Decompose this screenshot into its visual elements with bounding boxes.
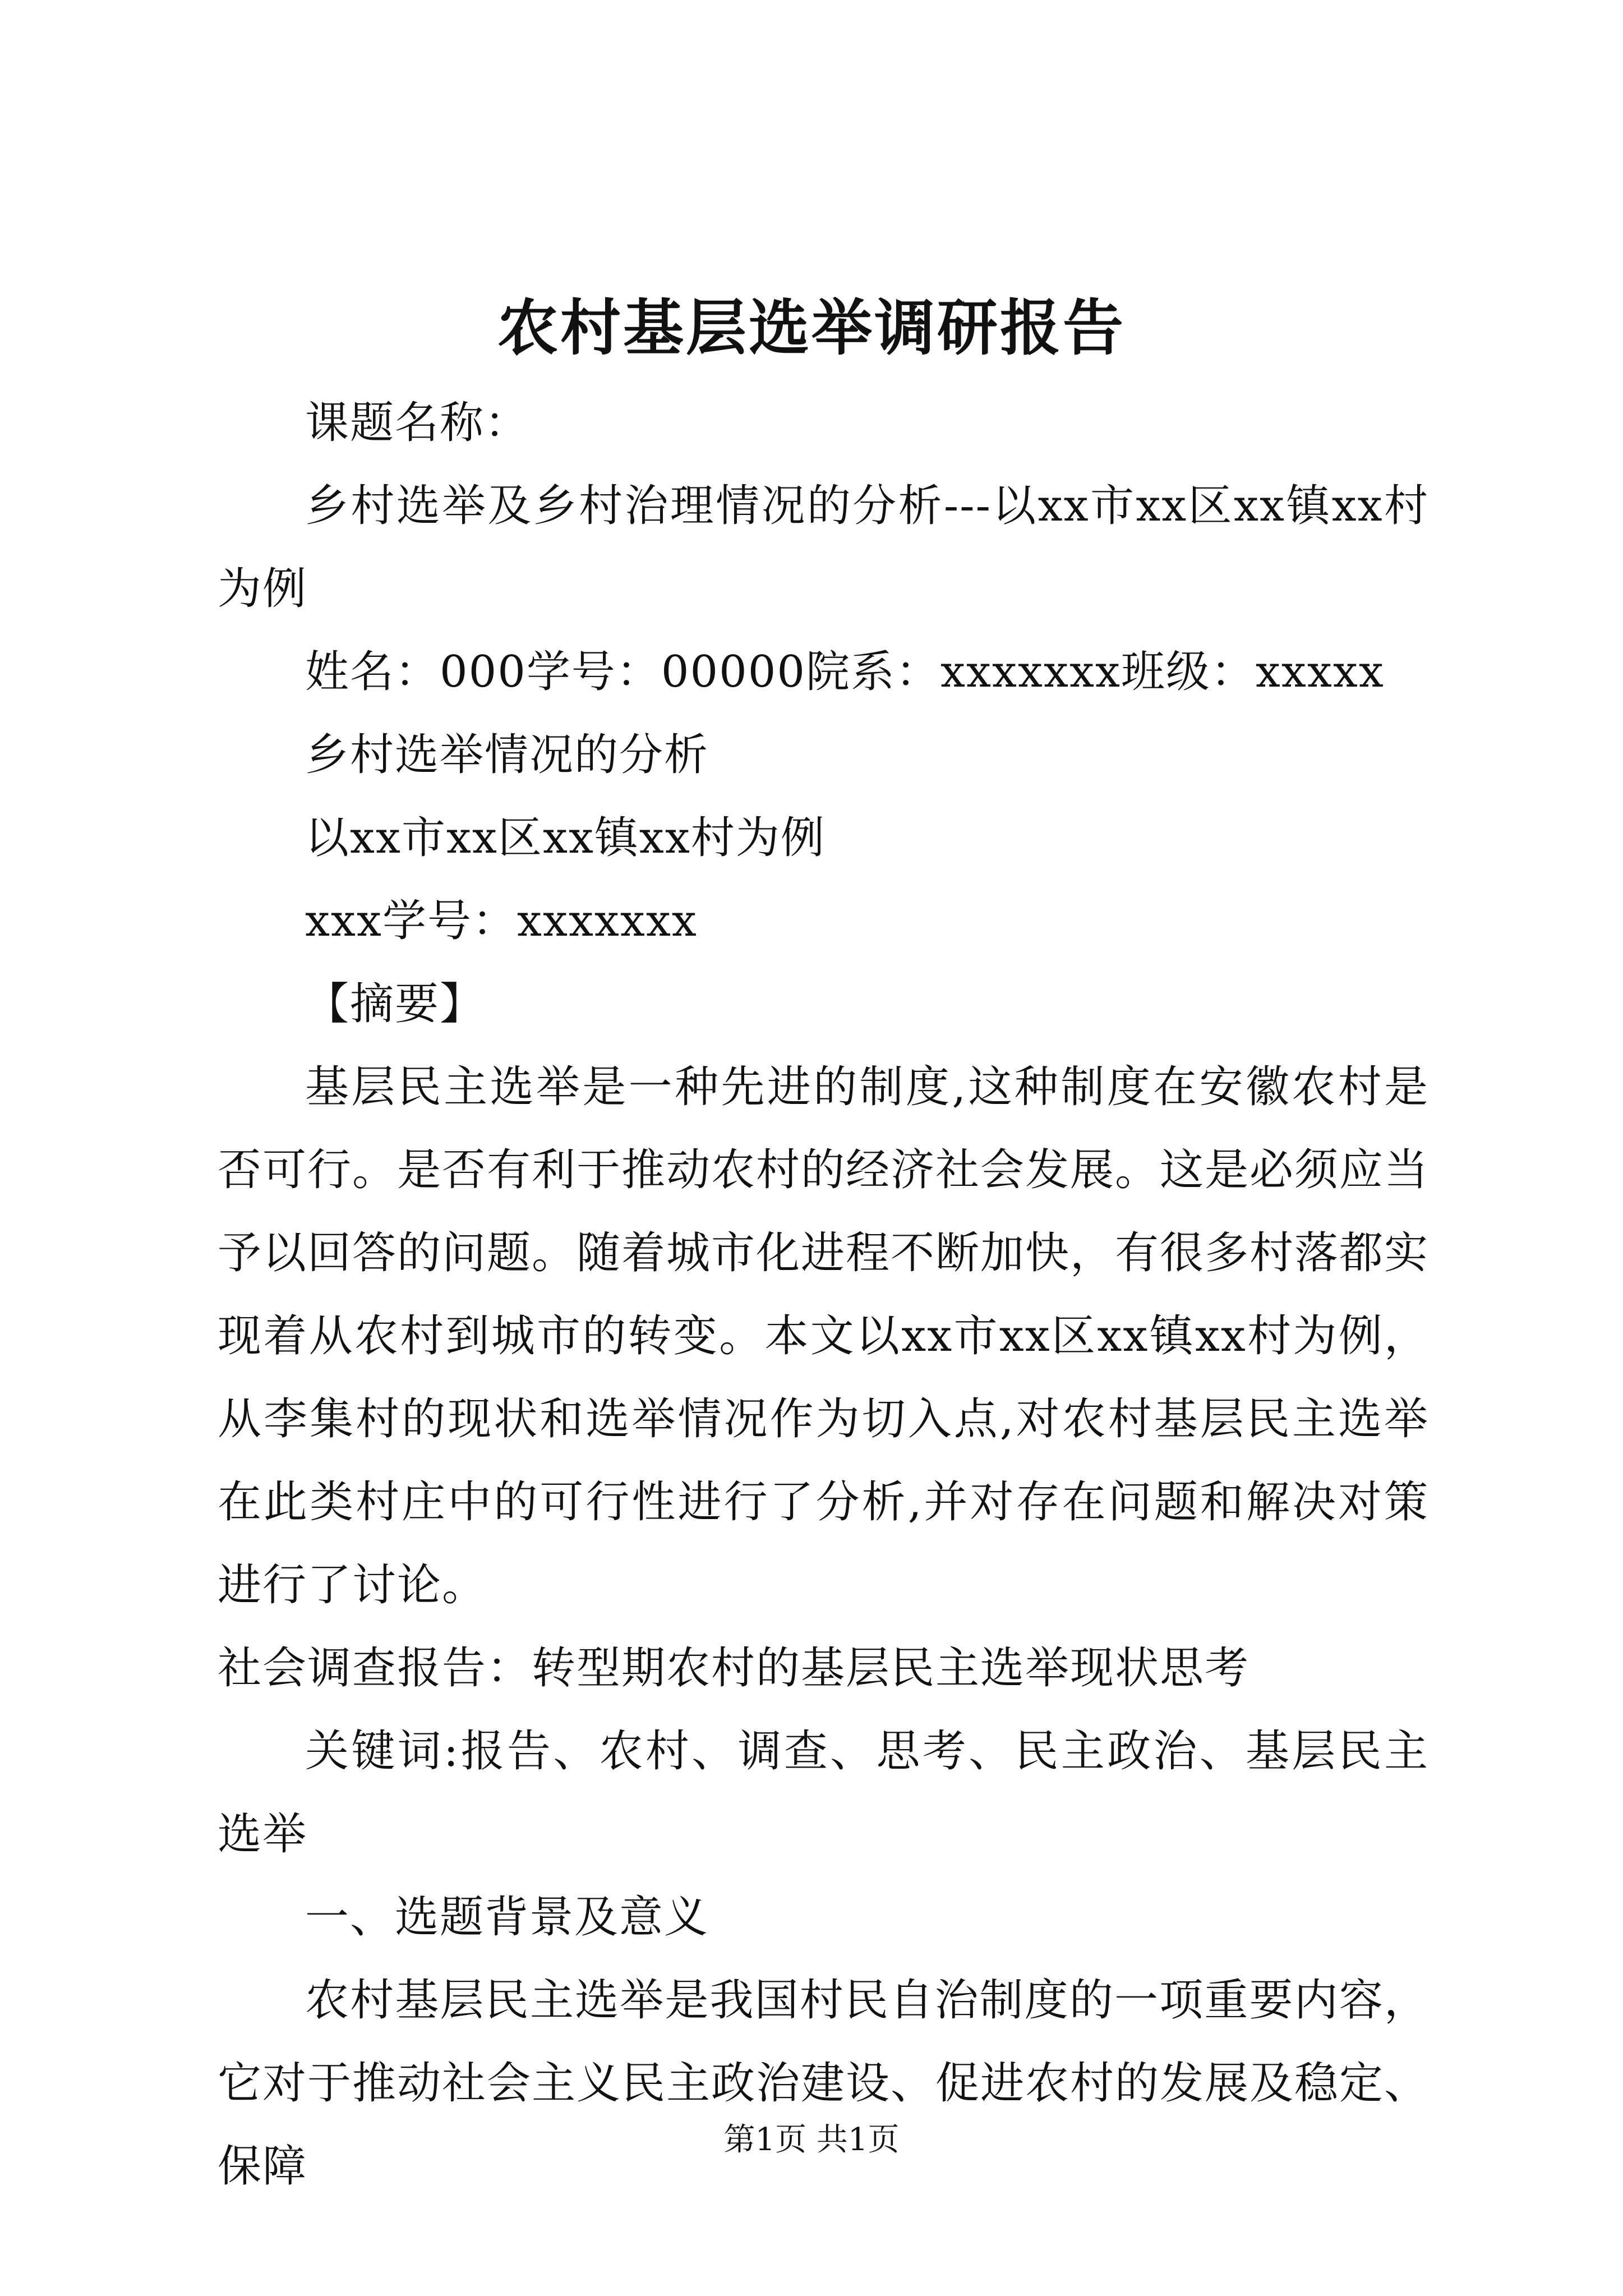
paragraph-topic-label: 课题名称： xyxy=(305,398,530,448)
document-title: 农村基层选举调研报告 xyxy=(497,293,1126,364)
document-body xyxy=(218,381,1429,2208)
paragraph-subtitle: 乡村选举情况的分析 xyxy=(305,730,709,780)
paragraph-topic-name: 乡村选举及乡村治理情况的分析---以xx市xx区xx镇xx村为例 xyxy=(218,481,1429,614)
paragraph-abstract-text: 基层民主选举是一种先进的制度,这种制度在安徽农村是否可行。是否有利于推动农村的经济社会发展。这是必须应当予以回答的问题。随着城市化进程不断加快，有很多村落都实现着从农村到城市的转变。本文以xx市xx区xx镇xx村为例，从李集村的现状和选举情况作为切入点,对农村基层民主选举在此类村庄中的可行性进行了分析,并对存在问题和解决对策进行了讨论。 xyxy=(218,1062,1430,1611)
paragraph-subtitle-example: 以xx市xx区xx镇xx村为例 xyxy=(305,813,826,863)
paragraph-author-id: xxx学号：xxxxxxx xyxy=(305,896,698,946)
paragraph-report-title: 社会调查报告：转型期农村的基层民主选举现状思考 xyxy=(218,1643,1250,1694)
section-heading-background: 一、选题背景及意义 xyxy=(305,1892,709,1943)
paragraph-student-info: 姓名：000学号：00000院系：xxxxxxx班级：xxxxx xyxy=(305,647,1385,697)
paragraph-background-text: 农村基层民主选举是我国村民自治制度的一项重要内容，它对于推动社会主义民主政治建设、促进农村的发展及稳定、保障 xyxy=(218,1975,1430,2192)
paragraph-abstract-heading: 【摘要】 xyxy=(305,979,485,1029)
paragraph-keywords: 关键词:报告、农村、调查、思考、民主政治、基层民主选举 xyxy=(218,1726,1429,1860)
page-footer: 第1页 共1页 xyxy=(723,2122,900,2158)
